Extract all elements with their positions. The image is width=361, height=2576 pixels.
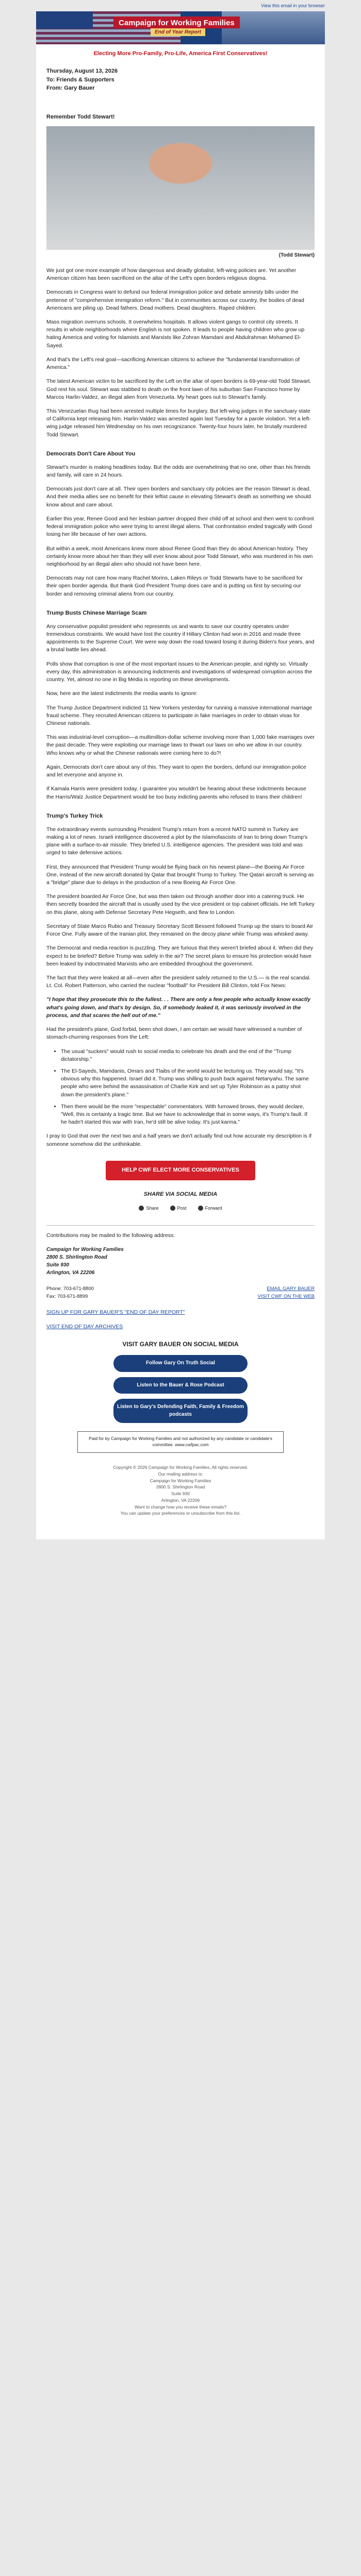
signup-link[interactable]: SIGN UP FOR GARY BAUER'S "END OF DAY REPORT" — [46, 1309, 185, 1316]
share-label: Share — [146, 1205, 159, 1211]
list-item: • The El-Sayeds, Mamdanis, Omars and Tlaibs of the world would be lecturing us. They would say, "It's obvious why this happened. Israel did it. Trump was shilling to push back against Netanyahu. The same people who were behind the assassination of Charlie Kirk and set up Tyler Robinson as a patsy shot down the president's plane." — [61, 1067, 315, 1099]
brand-subtitle: End of Year Report — [151, 28, 205, 36]
paragraph: This was industrial-level corruption—a multimillion-dollar scheme involving more than 1,000 fake marriages over the past decade. They were exploiting our marriage laws to thwart our laws on who we allow in our country. Who knows why or what the Chinese nationals were coming here to do?! — [46, 734, 315, 756]
post-label: Post — [177, 1205, 187, 1211]
divider — [46, 1225, 315, 1226]
section-title: Trump's Turkey Trick — [46, 812, 103, 819]
paragraph: Mass migration overruns schools. It overwhelms hospitals. It allows violent gangs to control city streets. It results in whole neighborhoods where English is not spoken. It leads to people having children who grow up hating America and voting for Islamists and Marxists like Zohran Mamdani and Abdulrahman Mohamed El-Sayed. — [46, 319, 305, 349]
unsubscribe-link[interactable]: You can update your preferences or unsubscribe from this list. — [120, 1511, 241, 1516]
paragraph: Democrats may not care how many Rachel Morins, Laken Rileys or Todd Stewarts have to be sacrificed for their open border agenda. But thank God President Trump does care and is putting us first by securing our border and removing criminal aliens from our country. — [46, 575, 303, 597]
paragraph: Democrats just don't care at all. Their open borders and sanctuary city policies are the reason Stewart is dead. And their media allies see no benefit for their leftist cause in elevating Stewart's death as something we should know about and care about. — [46, 486, 311, 508]
paragraph: The president boarded Air Force One, but was then taken out through another door into a catering truck. He then secretly boarded the aircraft that is usually used by the vice president or top cabinet officials. He left Turkey on this plane, along with Defense Secretary Pete Hegseth, and flew to London. — [46, 893, 315, 916]
section-title: Democrats Don't Care About You — [46, 450, 136, 457]
visit-web-link[interactable]: VISIT CWF ON THE WEB — [257, 1294, 315, 1300]
bullet-list — [46, 1048, 315, 1127]
email-body — [36, 62, 325, 1539]
address-line: Arlington, VA 22206 — [46, 1270, 95, 1276]
photo-caption: (Todd Stewart) — [278, 252, 315, 259]
truth-social-button[interactable]: Follow Gary On Truth Social — [113, 1355, 248, 1372]
list-item: • The usual "suckers" would rush to social media to celebrate his death and the end of the "Trump dictatorship." — [61, 1048, 315, 1063]
email-gary-link[interactable]: EMAIL GARY BAUER — [267, 1286, 315, 1292]
view-in-browser-link[interactable]: View this email in your browser — [0, 0, 361, 11]
paragraph: Now, here are the latest indictments the media wants to ignore: — [46, 690, 198, 697]
footer-line: Suite 930 — [171, 1491, 190, 1497]
paragraph: First, they announced that President Trump would be flying back on his newest plane—the Boeing Air Force One, instead of the new aircraft donated by Qatar that brought Trump to Turkey. The Qatari aircraft is serving as a "bridge" plane due to delays in the production of a new Boeing Air Force One. — [46, 863, 314, 886]
list-item: • Then there would be the more "respectable" commentators. With furrowed brows, they would declare, "Well, this is certainly a tragic time. But we have to acknowledge that in some ways, it's Trump's fault. If he hadn't started this war with Iran, he'd still be alive today. It's just karma." — [61, 1103, 315, 1127]
paragraph: The Trump Justice Department indicted 11 New Yorkers yesterday for running a massive international marriage fraud scheme. They recruited American citizens to participate in fake marriages in order to obtain visas for Chinese nationals. — [46, 704, 313, 726]
brand-title: Campaign for Working Families — [113, 16, 240, 28]
address-line: Campaign for Working Families — [46, 1247, 124, 1253]
paragraph: Again, Democrats don't care about any of this. They want to open the borders, defund our immigration police and let everyone and anyone in. — [46, 764, 306, 778]
paragraph: And that's the Left's real goal—sacrificing American citizens to achieve the "fundamental transformation of America." — [46, 356, 300, 371]
paragraph: Any conservative populist president who represents us and wants to save our country operates under tremendous constraints. We would have lost the country if Hillary Clinton had won in 2016 and made three appointments to the Supreme Court. We were way down the road toward losing it during Biden's four years, and a brutal battle lies ahead. — [46, 623, 315, 653]
paragraph: We just got one more example of how dangerous and deadly globalist, left-wing policies are. Yet another American citizen has been sacrificed on the altar of the Left's open borders religious dogma. — [46, 267, 297, 282]
paragraph: The fact that they were leaked at all—even after the president safely returned to the U.S.— is the real scandal. Lt. Col. Robert Patterson, who carried the nuclear "football" for President Bill Clinton, told Fox News: — [46, 974, 311, 989]
footer-line: 2800 S. Shirlington Road — [156, 1484, 205, 1490]
forward-label: Forward — [205, 1205, 222, 1211]
header-banner — [36, 11, 325, 44]
footer-line: Copyright © 2026 Campaign for Working Families, All rights reserved. — [113, 1465, 248, 1470]
quote: "I hope that they prosecute this to the fullest. . . There are only a few people who actually know exactly what's going down, and that's by design. So, if somebody leaked it, it was seriously involved in the process, and that scares the hell out of me." — [46, 996, 311, 1019]
paragraph: The latest American victim to be sacrificed by the Left on the altar of open borders is 69-year-old Todd Stewart. God rest his soul. Stewart was stabbed to death on the front lawn of his suburban San Francisco home by Marcos Harlin-Valdez, an illegal alien from Venezuela. My heart goes out to Stewart's family. — [46, 378, 311, 400]
archives-link[interactable]: VISIT END OF DAY ARCHIVES — [46, 1323, 123, 1330]
social-heading: VISIT GARY BAUER ON SOCIAL MEDIA — [122, 1340, 239, 1348]
phone-link[interactable]: Phone: 703-671-8800 — [46, 1286, 94, 1292]
share-heading: SHARE VIA SOCIAL MEDIA — [143, 1191, 218, 1197]
paid-for-disclaimer: Paid for by Campaign for Working Families and not authorized by any candidate or candidate's committee. www.cwfpac.com — [77, 1431, 284, 1453]
memo-header — [46, 62, 315, 102]
address-line: 2800 S. Shirlington Road — [46, 1255, 107, 1261]
memo-from: From: Gary Bauer — [46, 85, 95, 91]
forward-icon — [198, 1206, 203, 1211]
mailing-address — [46, 1246, 315, 1277]
footer-line: Want to change how you receive these emails? — [135, 1504, 226, 1510]
footer-line: Our mailing address is: — [158, 1471, 203, 1477]
paragraph: Polls show that corruption is one of the most important issues to the American people, and rightly so. Virtually every day, this administration is announcing indictments and investigations of widespread corruption across the country. Yet, almost no one in Big Media is reporting on these developments. — [46, 660, 313, 683]
flag-stars — [36, 11, 93, 29]
x-icon — [170, 1206, 175, 1211]
facebook-share-link[interactable] — [139, 1205, 158, 1212]
footer-line: Campaign for Working Families — [150, 1478, 211, 1483]
paragraph: If Kamala Harris were president today, I guarantee you wouldn't be hearing about these indictments because the Harris/Walz Justice Department would be too busy indicting parents who refused to trans their children! — [46, 786, 306, 800]
paragraph: Earlier this year, Renee Good and her lesbian partner dropped their child off at school and then went to confront federal immigration police who were trying to arrest illegal aliens. That confrontation ended tragically with Good losing her life because of her own actions. — [46, 515, 314, 538]
paragraph: Secretary of State Marco Rubio and Treasury Secretary Scott Bessent followed Trump up the stairs to board Air Force One. Fully aware of the Iranian plot, they remained on the decoy plane while Trump was whisked away. — [46, 923, 314, 938]
email-footer — [46, 1461, 315, 1529]
donate-button[interactable]: HELP CWF ELECT MORE CONSERVATIVES — [106, 1161, 255, 1180]
paragraph: Democrats in Congress want to defund our federal immigration police and debate amnesty bills under the pretense of "comprehensive immigration reform." But in communities across our country, the bodies of dead Americans are piling up. Dead fathers. Dead mothers. Dead daughters. Raped children. — [46, 289, 304, 311]
paragraph: Had the president's plane, God forbid, been shot down, I am certain we would have witnessed a number of stomach-churning responses from the Left: — [46, 1026, 302, 1041]
paragraph: I pray to God that over the next two and a half years we don't actually find out how accurate my description is if someone somehow did the unthinkable. — [46, 1133, 311, 1147]
paragraph: The Democrat and media reaction is puzzling. They are furious that they weren't briefed about it. When did they expect to be briefed? Before Trump was safely in the air? The secret plans to ensure his protection would have been leaked by indoctrinated Marxists who are embedded throughout the government. — [46, 945, 314, 967]
forward-link[interactable] — [198, 1205, 222, 1212]
address-line: Suite 930 — [46, 1262, 69, 1268]
facebook-icon — [139, 1206, 144, 1211]
email-container — [36, 11, 325, 1539]
paragraph: But within a week, most Americans knew more about Renee Good than they do about American history. They certainly know more about her than they will ever know about poor Todd Stewart, who was murdered in his own neighborhood by an illegal alien who should not have been here. — [46, 545, 313, 567]
memo-to: To: Friends & Supporters — [46, 76, 114, 83]
tagline: Electing More Pro-Family, Pro-Life, America First Conservatives! — [93, 50, 268, 57]
footer-line: Arlington, VA 22206 — [161, 1497, 200, 1503]
contact-grid — [46, 1285, 315, 1300]
social-share-row — [46, 1205, 315, 1212]
x-post-link[interactable] — [170, 1205, 187, 1212]
fax-link[interactable]: Fax: 703-671-8899 — [46, 1294, 88, 1300]
mail-intro: Contributions may be mailed to the following address: — [46, 1232, 175, 1239]
paragraph: The extraordinary events surrounding President Trump's return from a recent NATO summit in Turkey are making a lot of news. Israeli intelligence discovered a plot by the Islamofascists of Iran to bring down Trump's plane with a surface-to-air missile. They briefed U.S. intelligence agencies. The president was told and was urged to take defensive actions. — [46, 826, 308, 856]
section-title: Remember Todd Stewart! — [46, 113, 115, 120]
todd-stewart-photo — [46, 126, 315, 250]
memo-date: Thursday, August 13, 2026 — [46, 68, 118, 74]
podcast-button[interactable]: Listen to the Bauer & Rose Podcast — [113, 1377, 248, 1394]
paragraph: Stewart's murder is making headlines today. But the odds are overwhelming that no one, other than his friends and family, will care in 24 hours. — [46, 464, 310, 479]
section-title: Trump Busts Chinese Marriage Scam — [46, 609, 147, 616]
paragraph: This Venezuelan thug had been arrested multiple times for burglary. But left-wing judges in the sanctuary state of California kept releasing him. Harlin-Valdez was arrested again last Tuesday for a parole violation. Yet a left-wing judge released him Wednesday on his own recognizance. Twenty-four hours later, he brutally murdered Todd Stewart. — [46, 408, 311, 438]
faith-podcast-button[interactable]: Listen to Gary's Defending Faith, Family & Freedom podcasts — [113, 1399, 248, 1423]
